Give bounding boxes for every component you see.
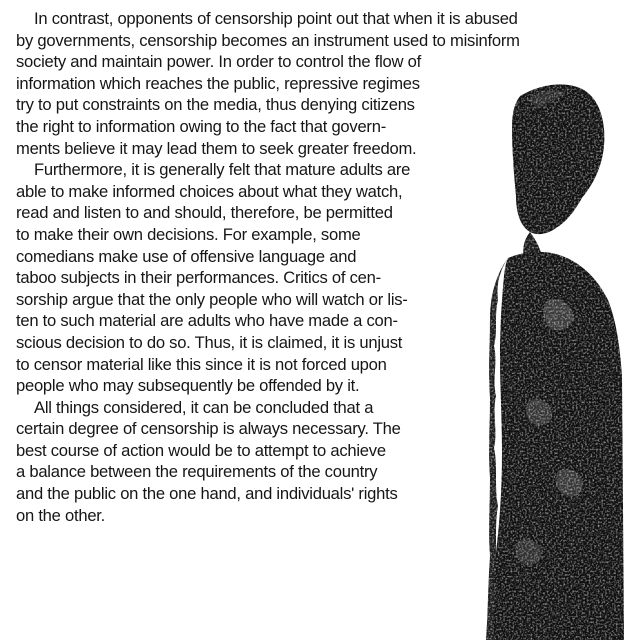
text-line: to make their own decisions. For example, some [16, 224, 361, 244]
text-line: on the other. [16, 505, 106, 525]
paragraph-furthermore [16, 159, 486, 397]
text-line: scious decision to do so. Thus, it is claimed, it is unjust [16, 332, 403, 352]
text-line: people who may subsequently be offended by it. [16, 376, 360, 396]
text-line: read and listen to and should, therefore, be permitted [16, 203, 393, 223]
text-line: sorship argue that the only people who will watch or lis- [16, 289, 408, 309]
text-line: to censor material like this since it is not forced upon [16, 354, 387, 374]
text-line: certain degree of censorship is always necessary. The [16, 419, 401, 439]
text-line: All things considered, it can be concluded that a [34, 397, 374, 417]
text-line: society and maintain power. In order to control the flow of [16, 52, 421, 72]
article-text [16, 8, 520, 526]
paragraph-conclusion [16, 397, 486, 527]
text-line: information which reaches the public, repressive regimes [16, 73, 420, 93]
text-line: comedians make use of offensive language and [16, 246, 357, 266]
text-line: able to make informed choices about what they watch, [16, 181, 403, 201]
text-line: ments believe it may lead them to seek greater freedom. [16, 138, 417, 158]
text-line: ten to such material are adults who have made a con- [16, 311, 398, 331]
paragraph-opponents [16, 8, 520, 159]
text-line: and the public on the one hand, and individuals' rights [16, 484, 398, 504]
text-line: the right to information owing to the fact that govern- [16, 116, 386, 136]
text-line: by governments, censorship becomes an instrument used to misinform [16, 30, 520, 50]
text-line: a balance between the requirements of the country [16, 462, 378, 482]
text-line: try to put constraints on the media, thus denying citizens [16, 95, 415, 115]
text-line: taboo subjects in their performances. Critics of cen- [16, 268, 381, 288]
text-line: In contrast, opponents of censorship point out that when it is abused [34, 9, 518, 28]
text-line: Furthermore, it is generally felt that mature adults are [34, 160, 411, 180]
text-line: best course of action would be to attempt to achieve [16, 440, 386, 460]
